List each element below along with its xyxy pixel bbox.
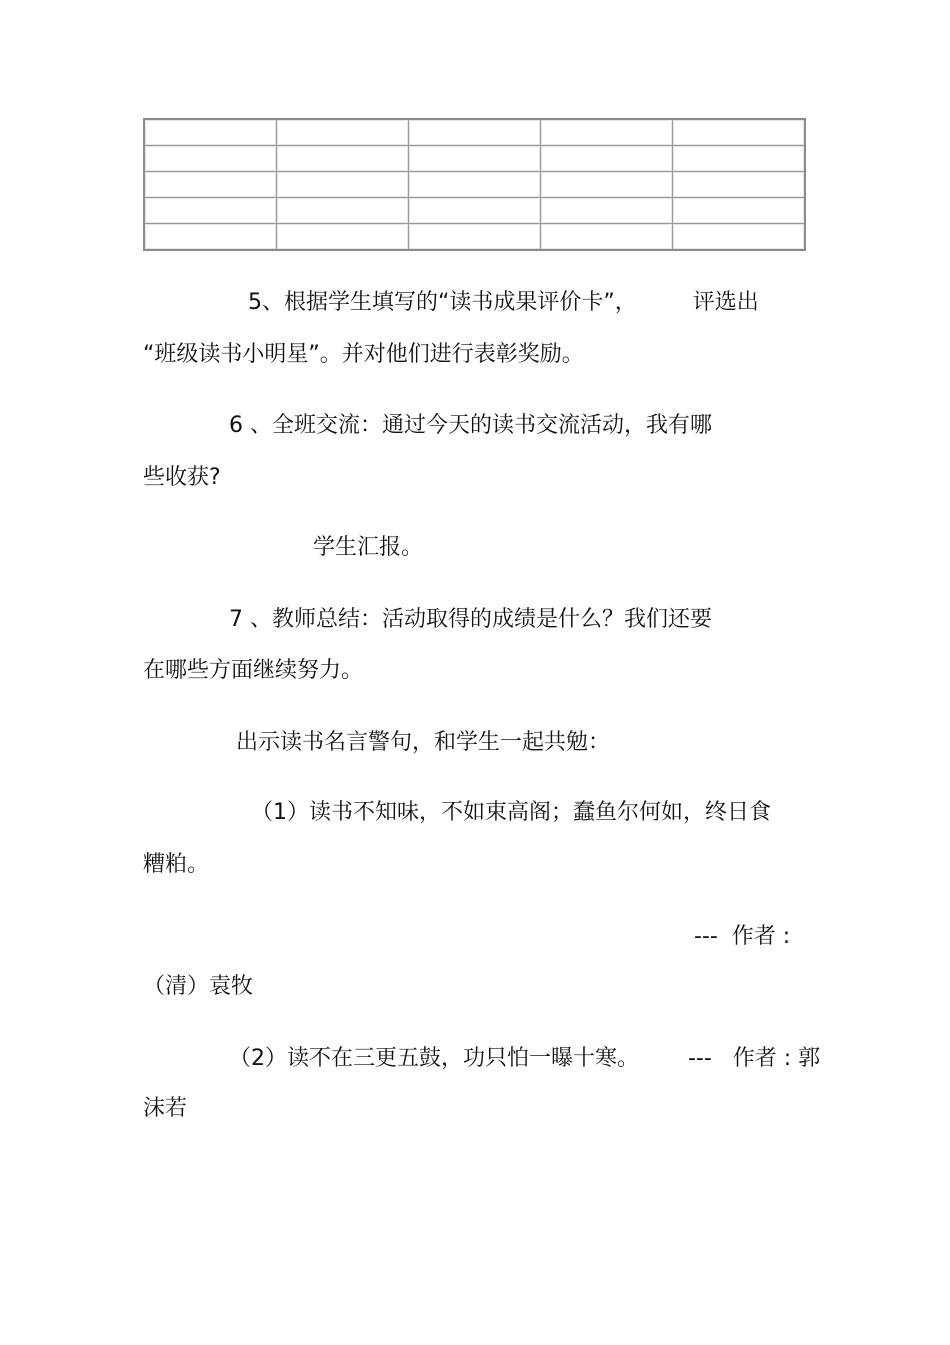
table-cell: [276, 198, 408, 224]
table-cell: [673, 146, 805, 172]
blank-table: [143, 118, 806, 251]
table-cell: [144, 172, 276, 198]
paragraph-6-line-1: 6 、全班交流：通过今天的读书交流活动，我有哪: [229, 413, 712, 438]
student-report: 学生汇报。: [313, 535, 424, 560]
quote-1-author-line-1: --- 作者 :: [694, 924, 791, 949]
paragraph-7-line-2: 在哪些方面继续努力。: [143, 658, 364, 683]
table-cell: [276, 172, 408, 198]
table-cell: [276, 224, 408, 251]
paragraph-5-line-2: “班级读书小明星”。并对他们进行表彰奖励。: [143, 342, 584, 367]
table-row: [144, 119, 805, 146]
table-cell: [673, 198, 805, 224]
table-cell: [673, 224, 805, 251]
table-cell: [673, 172, 805, 198]
quote-1-line-2: 糟粕。: [143, 852, 210, 877]
table-cell: [541, 146, 673, 172]
quotes-intro: 出示读书名言警句，和学生一起共勉：: [236, 730, 611, 755]
table-cell: [408, 119, 540, 146]
table-cell: [276, 146, 408, 172]
table-cell: [408, 224, 540, 251]
table-cell: [144, 198, 276, 224]
table-cell: [408, 172, 540, 198]
table-row: [144, 224, 805, 251]
table-cell: [541, 224, 673, 251]
paragraph-6-line-2: 些收获?: [143, 465, 221, 490]
quote-2-line-1: （2）读不在三更五鼓，功只怕一曝十寒。 --- 作者 : 郭: [229, 1046, 821, 1071]
table-cell: [541, 172, 673, 198]
table-cell: [541, 119, 673, 146]
quote-1-author-line-2: （清）袁牧: [143, 974, 254, 999]
quote-2-line-2: 沫若: [143, 1096, 188, 1121]
table-cell: [144, 224, 276, 251]
table-cell: [144, 146, 276, 172]
table-cell: [276, 119, 408, 146]
table-row: [144, 198, 805, 224]
table-cell: [673, 119, 805, 146]
table-cell: [144, 119, 276, 146]
table-cell: [541, 198, 673, 224]
table-row: [144, 146, 805, 172]
paragraph-7-line-1: 7 、教师总结：活动取得的成绩是什么？我们还要: [229, 607, 712, 632]
quote-1-line-1: （1）读书不知味，不如束高阁；蠢鱼尔何如，终日食: [251, 800, 771, 825]
table-cell: [408, 198, 540, 224]
table-cell: [408, 146, 540, 172]
table-row: [144, 172, 805, 198]
paragraph-5-line-1: 5、根据学生填写的“读书成果评价卡”， 评选出: [248, 290, 759, 315]
